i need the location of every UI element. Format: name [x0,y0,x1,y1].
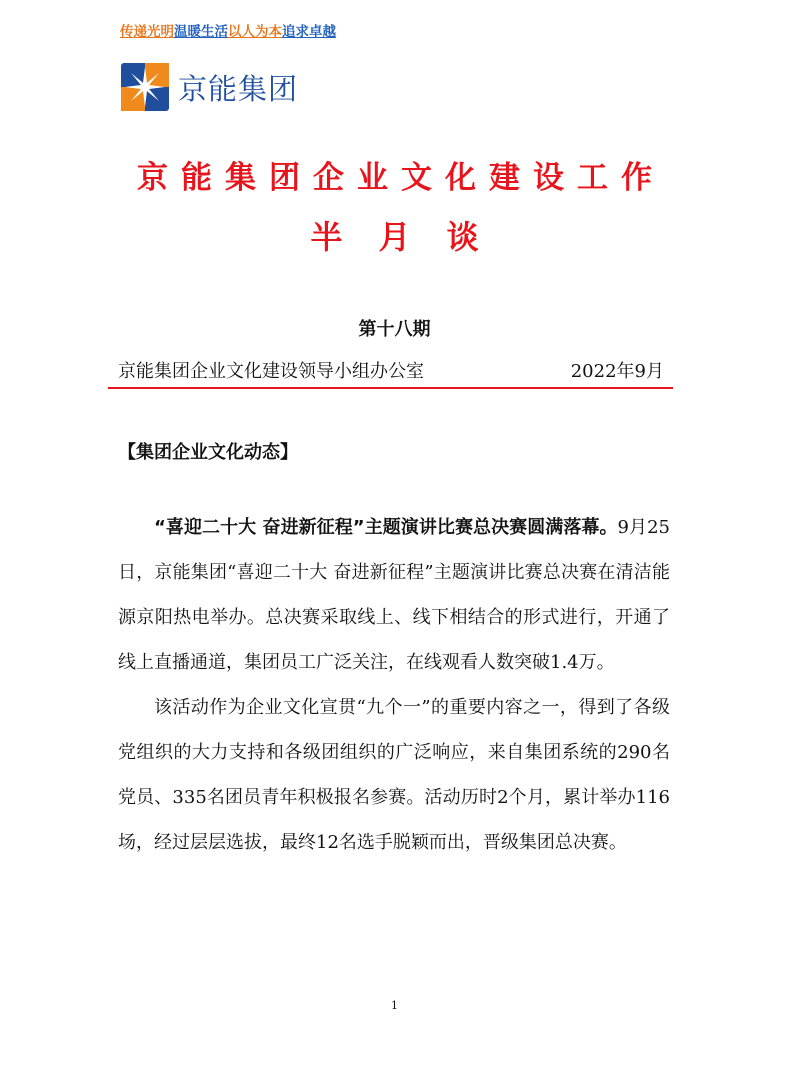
publish-date: 2022年9月 [570,361,664,382]
newsletter-title-line1: 京能集团企业文化建设工作 [137,160,665,196]
company-logo [120,62,298,112]
company-logo-text: 京能集团 [178,71,299,106]
article-paragraph-1 [118,505,670,685]
company-logo-icon [120,62,170,112]
publisher-row [118,357,664,383]
slogan-part-2: 温暖生活 [174,24,228,40]
header-slogan [120,20,336,40]
publisher-office: 京能集团企业文化建设领导小组办公室 [118,361,424,382]
article-body [118,505,670,865]
newsletter-title-line2: 半月谈 [310,218,515,256]
article-lead: “喜迎二十大 奋进新征程”主题演讲比赛总决赛圆满落幕。 [154,517,618,538]
slogan-part-3: 以人为本 [228,24,282,40]
issue-number: 第十八期 [358,319,431,340]
article-paragraph-1-body: 9月25日，京能集团“喜迎二十大 奋进新征程”主题演讲比赛总决赛在清洁能源京阳热电举办。总决赛采取线上、线下相结合的形式进行，开通了线上直播通道，集团员工广泛关注，在线观看人数突破1.4万。 [118,517,670,673]
header-divider [108,387,673,389]
slogan-part-1: 传递光明 [120,24,174,40]
page-number: 1 [391,999,398,1012]
article-paragraph-2: 该活动作为企业文化宣贯“九个一”的重要内容之一，得到了各级党组织的大力支持和各级团组织的广泛响应，来自集团系统的290名党员、335名团员青年积极报名参赛。活动历时2个月，累计举办116场，经过层层选拔，最终12名选手脱颖而出，晋级集团总决赛。 [118,697,670,853]
section-heading: 【集团企业文化动态】 [118,442,298,463]
slogan-part-4: 追求卓越 [282,24,336,40]
